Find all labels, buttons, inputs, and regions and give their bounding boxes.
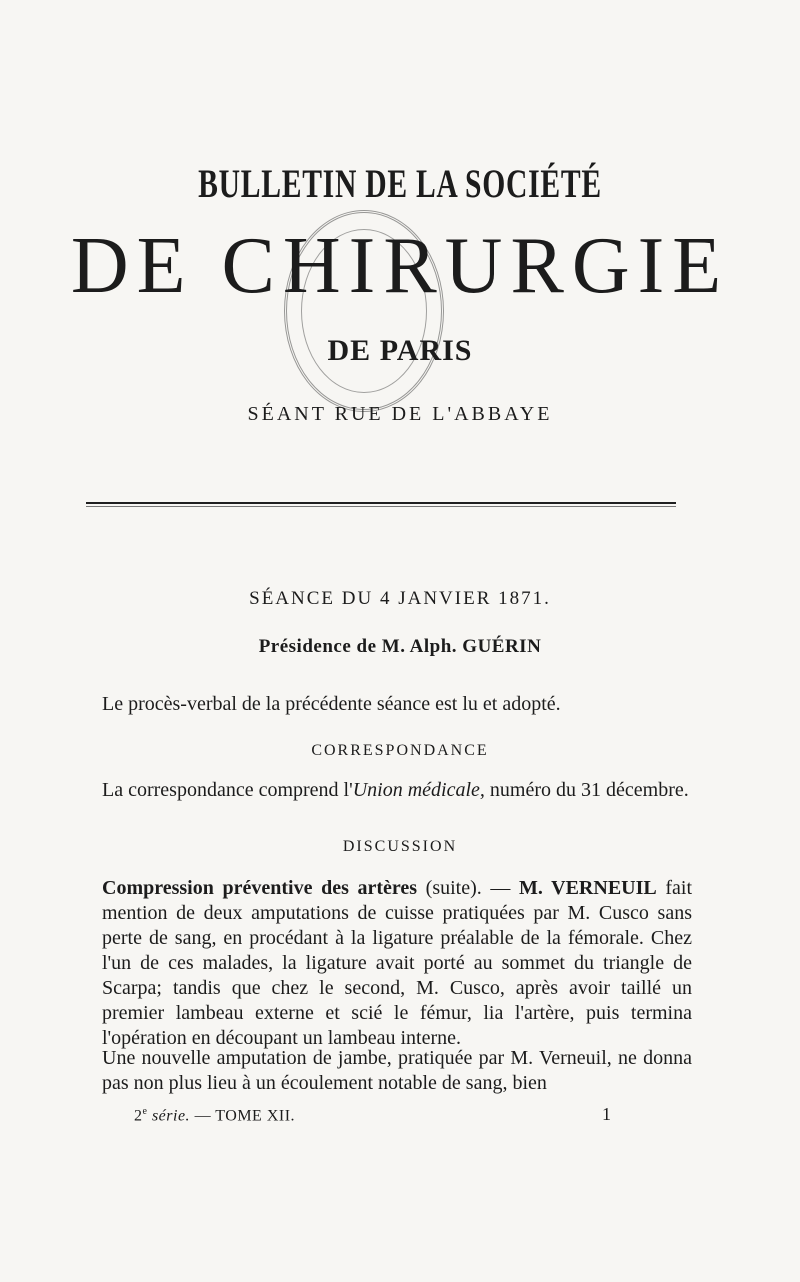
minutes-paragraph: Le procès-verbal de la précédente séance est lu et adopté.	[102, 693, 561, 715]
series-word: série.	[151, 1107, 191, 1125]
header-rule	[86, 502, 676, 504]
address-line: SÉANT RUE DE L'ABBAYE	[247, 403, 553, 425]
section-heading-correspondance: CORRESPONDANCE	[311, 742, 489, 759]
session-date: SÉANCE DU 4 JANVIER 1871.	[249, 588, 551, 609]
bulletin-title: BULLETIN DE LA SOCIÉTÉ	[198, 161, 602, 206]
series-number: 2	[134, 1107, 143, 1125]
discussion-topic: Compression préventive des artères	[102, 877, 418, 899]
correspondance-text-a: La correspondance comprend l'	[102, 779, 353, 801]
tome-label: — TOME XII.	[190, 1107, 296, 1125]
footer-series	[134, 1106, 295, 1125]
discussion-suite: (suite). —	[417, 877, 520, 899]
correspondance-text-b: numéro du 31 décembre.	[484, 779, 689, 801]
session-presidence: Présidence de M. Alph. GUÉRIN	[258, 636, 542, 657]
discussion-paragraph	[102, 876, 692, 1051]
journal-title: Union médicale,	[352, 779, 485, 801]
page-number: 1	[602, 1104, 611, 1124]
society-title: DE CHIRURGIE	[70, 222, 730, 310]
city-title: DE PARIS	[327, 334, 473, 367]
section-heading-discussion: DISCUSSION	[342, 838, 458, 855]
correspondance-paragraph	[102, 778, 692, 803]
amputation-paragraph: Une nouvelle amputation de jambe, pratiquée par M. Verneuil, ne donna pas non plus lieu à un écoulement notable de sang, bien	[102, 1047, 692, 1094]
discussion-text: fait mention de deux amputations de cuisse pratiquées par M. Cusco sans perte de sang, en procédant à la ligature préalable de la fémorale. Chez l'un de ces malades, la ligature avait porté au sommet du triangle de Scarpa; tandis que chez le second, M. Cusco, après avoir taillé un premier lambeau externe et scié le fémur, lia l'artère, puis termina l'opération en découpant un lambeau interne.	[102, 877, 693, 1049]
header-rule-thin	[86, 506, 676, 507]
speaker-name: M. VERNEUIL	[519, 877, 657, 899]
series-sup: e	[142, 1106, 148, 1117]
